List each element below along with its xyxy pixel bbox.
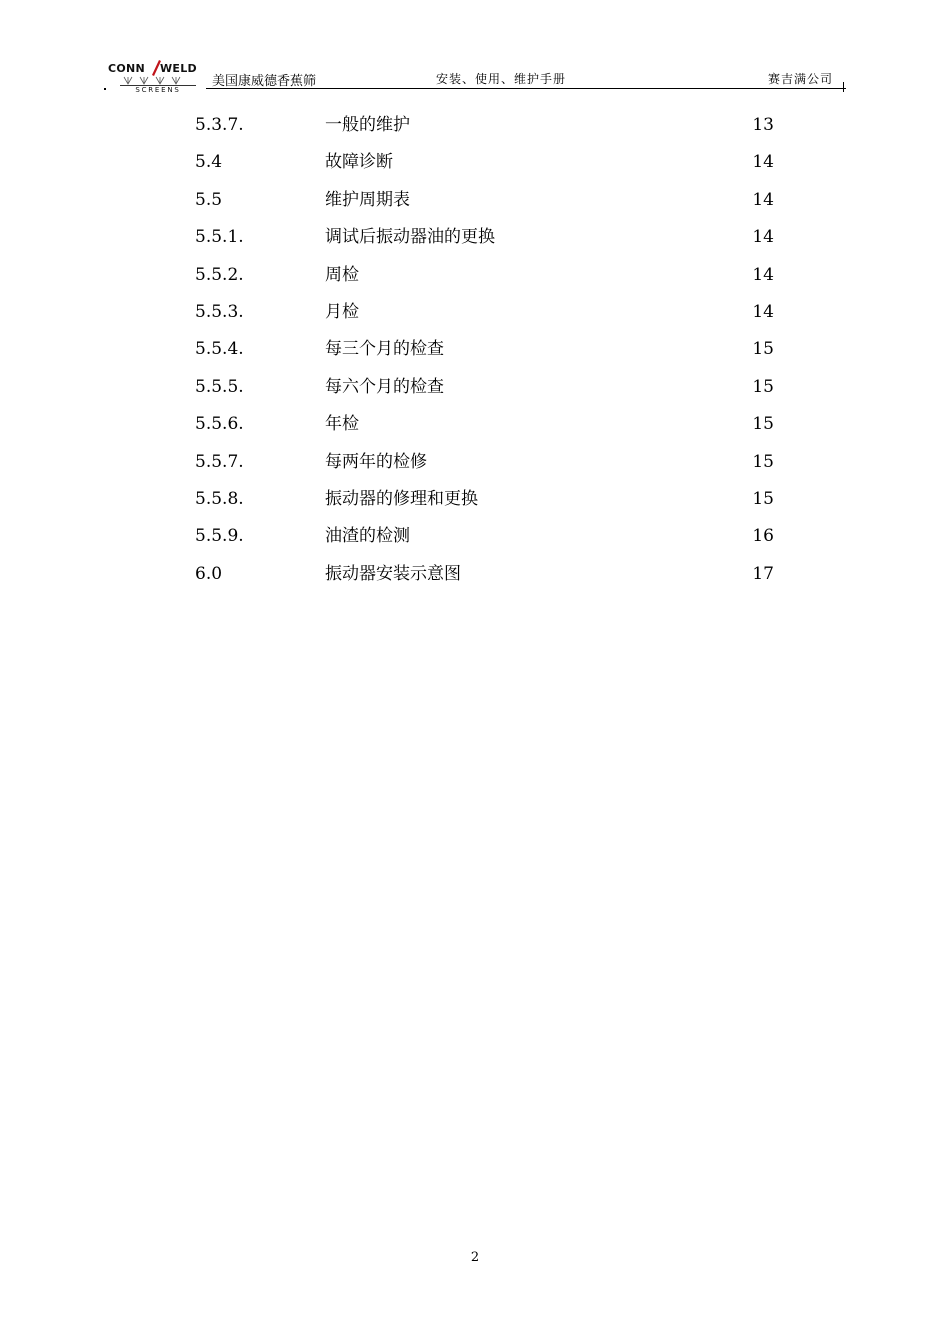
- toc-entry-number: 5.5.4.: [195, 339, 244, 360]
- toc-entry-title: 振动器的修理和更换: [325, 488, 478, 509]
- toc-entry[interactable]: [0, 406, 950, 443]
- toc-entry-title: 油渣的检测: [325, 526, 410, 547]
- table-of-contents: [0, 107, 950, 593]
- header-rule-mark-right: [843, 82, 844, 92]
- toc-entry-page: 15: [752, 414, 774, 435]
- header-company-product: 美国康威德香蕉筛: [212, 74, 317, 89]
- toc-entry-page: 15: [752, 339, 774, 360]
- logo-brand-sub: SCREENS: [120, 85, 196, 94]
- toc-entry-number: 5.5.7.: [195, 451, 244, 472]
- connweld-logo: [106, 62, 206, 94]
- logo-brand-right: WELD: [160, 62, 197, 75]
- header-company-name: 赛吉满公司: [768, 72, 834, 86]
- toc-entry-title: 每六个月的检查: [325, 376, 444, 397]
- toc-entry[interactable]: [0, 182, 950, 219]
- toc-entry-page: 14: [752, 152, 774, 173]
- toc-entry-title: 每两年的检修: [325, 451, 427, 472]
- toc-entry-title: 每三个月的检查: [325, 339, 444, 360]
- toc-entry-page: 15: [752, 376, 774, 397]
- toc-entry-title: 调试后振动器油的更换: [325, 227, 495, 248]
- toc-entry[interactable]: [0, 444, 950, 481]
- logo-emblem-icon: [122, 76, 192, 85]
- toc-entry-page: 15: [752, 451, 774, 472]
- toc-entry-page: 14: [752, 227, 774, 248]
- toc-entry-page: 14: [752, 264, 774, 285]
- page-number: 2: [470, 1250, 480, 1265]
- toc-entry-page: 17: [752, 563, 774, 584]
- toc-entry-title: 一般的维护: [325, 115, 410, 135]
- toc-entry-title: 维护周期表: [325, 189, 410, 210]
- toc-entry-number: 5.3.7.: [195, 115, 244, 135]
- toc-entry[interactable]: [0, 331, 950, 368]
- toc-entry-page: 14: [752, 301, 774, 322]
- toc-entry-title: 周检: [325, 264, 359, 285]
- toc-entry-title: 故障诊断: [325, 152, 393, 173]
- toc-entry[interactable]: [0, 556, 950, 593]
- toc-entry[interactable]: [0, 294, 950, 331]
- toc-entry[interactable]: [0, 107, 950, 144]
- toc-entry[interactable]: [0, 219, 950, 256]
- toc-entry-number: 5.5.5.: [195, 376, 244, 397]
- toc-entry[interactable]: [0, 144, 950, 181]
- toc-entry-number: 5.5.8.: [195, 488, 244, 509]
- toc-entry-page: 15: [752, 488, 774, 509]
- toc-entry-page: 13: [752, 115, 774, 135]
- header-rule: [206, 88, 846, 89]
- header-manual-title: 安装、使用、维护手册: [436, 72, 567, 86]
- toc-entry[interactable]: [0, 369, 950, 406]
- toc-entry[interactable]: [0, 257, 950, 294]
- page-header: [0, 0, 950, 100]
- toc-entry-number: 5.5: [195, 189, 223, 210]
- toc-entry-number: 6.0: [195, 563, 223, 584]
- toc-entry-number: 5.5.9.: [195, 526, 244, 547]
- toc-entry[interactable]: [0, 518, 950, 555]
- toc-entry-title: 年检: [325, 414, 359, 435]
- toc-entry-page: 14: [752, 189, 774, 210]
- toc-entry-number: 5.5.3.: [195, 301, 244, 322]
- toc-entry-number: 5.5.2.: [195, 264, 244, 285]
- logo-brand-left: CONN: [108, 62, 146, 75]
- toc-entry[interactable]: [0, 481, 950, 518]
- toc-entry-number: 5.4: [195, 152, 223, 173]
- toc-entry-title: 月检: [325, 301, 359, 322]
- toc-entry-title: 振动器安装示意图: [325, 563, 461, 584]
- toc-entry-page: 16: [752, 526, 774, 547]
- toc-entry-number: 5.5.6.: [195, 414, 244, 435]
- header-rule-mark-left: [104, 88, 106, 90]
- toc-entry-number: 5.5.1.: [195, 227, 244, 248]
